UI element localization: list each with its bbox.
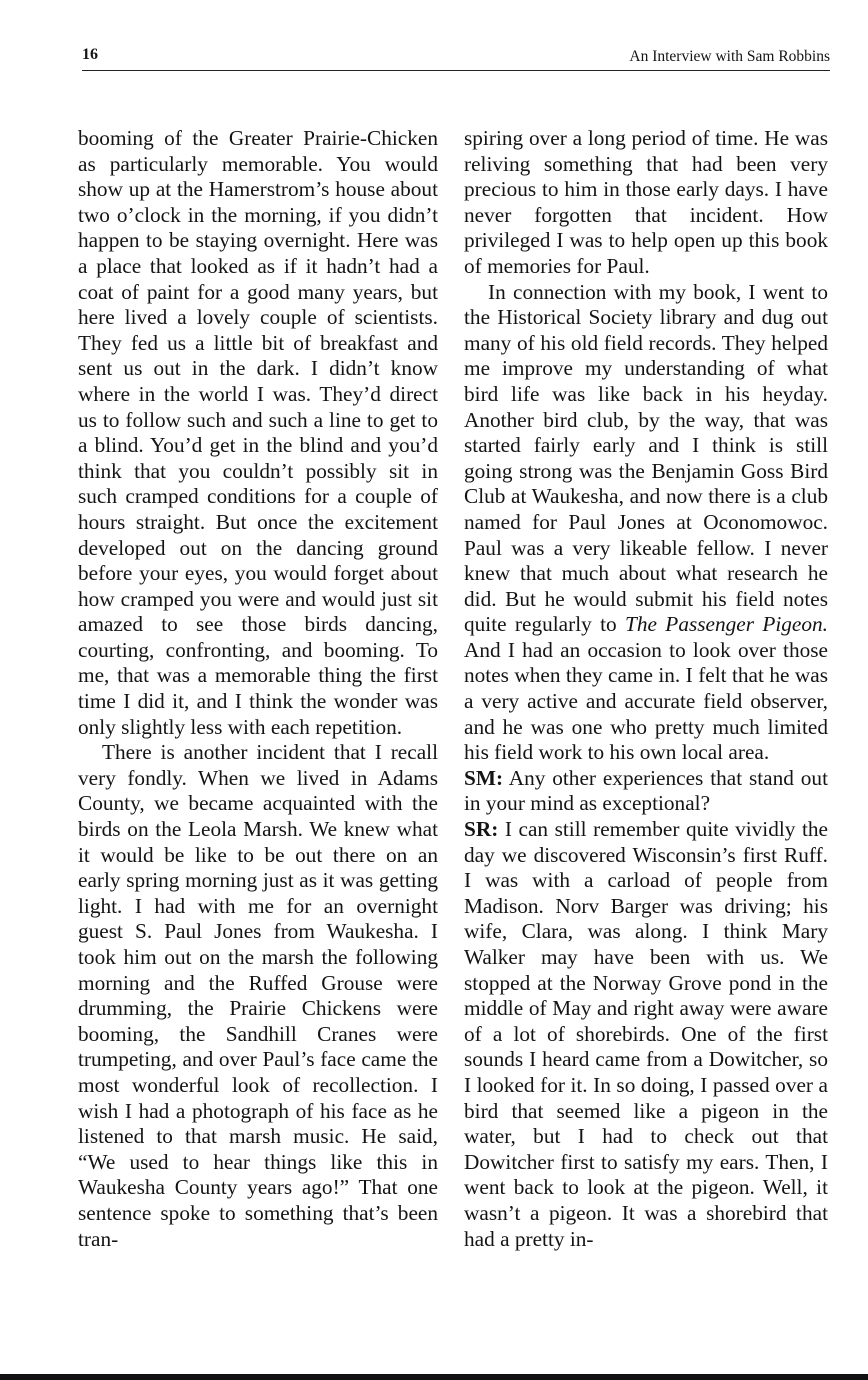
question-text: Any other experiences that stand out in your mind as exceptional?	[464, 765, 828, 816]
left-column	[78, 126, 438, 1252]
paragraph-paul-memories: spiring over a long period of time. He was reliving something that had been very precious to him in those early days. I have never forgotten that incident. How privileged I was to help open up this book of memories for Paul.	[464, 126, 828, 278]
speaker-label-sm: SM:	[464, 765, 504, 790]
page-header	[82, 40, 830, 71]
journal-title: The Passenger Pigeon.	[625, 612, 829, 637]
bottom-edge	[0, 1374, 868, 1380]
page-number: 16	[82, 46, 98, 63]
right-column	[464, 126, 828, 1252]
running-title: An Interview with Sam Robbins	[629, 48, 830, 65]
paragraph-prairie-chicken: booming of the Greater Prairie-Chicken as particularly memorable. You would show up at the Hamerstrom’s house about two o’clock in the morning, if you didn’t happen to be staying overnight. Here was a place that looked as if it hadn’t had a coat of paint for a good many years, but here lived a lovely couple of scientists. They fed us a little bit of breakfast and sent us out in the dark. I didn’t know where in the world I was. They’d direct us to follow such and such a line to get to a blind. You’d get in the blind and you’d think that you couldn’t possibly sit in such cramped conditions for a couple of hours straight. But once the excitement developed out on the dancing ground before your eyes, you would forget about how cramped you were and would just sit amazed to see those birds dancing, courting, confronting, and booming. To me, that was a memorable thing the first time I did it, and I think the wonder was only slightly less with each repetition.	[78, 126, 438, 739]
paragraph-field-records	[464, 280, 828, 766]
field-records-text: In connection with my book, I went to the Historical Society library and dug out many of his old field records. They helped me improve my understanding of what bird life was like back in his heyday. Another bird club, by the way, that was started fairly early and I think is still going strong was the Benjamin Goss Bird Club at Waukesha, and now there is a club named for Paul Jones at Oconomowoc. Paul was a very likeable fellow. I never knew that much about what research he did. But he would submit his field notes quite regularly to	[464, 279, 828, 637]
answer-text: I can still remember quite vividly the day we discovered Wisconsin’s first Ruff. I was with a carload of people from Madison. Norv Barger was driving; his wife, Clara, was along. I think Mary Walker may have been with us. We stopped at the Norway Grove pond in the middle of May and right away were aware of a lot of shorebirds. One of the first sounds I heard came from a Dowitcher, so I looked for it. In so doing, I passed over a bird that seemed like a pigeon in the water, but I had to check out that Dowitcher first to satisfy my ears. Then, I went back to look at the pigeon. Well, it wasn’t a pigeon. It was a shorebird that had a pretty in-	[464, 817, 828, 1251]
paragraph-leola-marsh: There is another incident that I recall very fondly. When we lived in Adams County, we became acquainted with the birds on the Leola Marsh. We knew what it would be like to be out there on an early spring morning just as it was getting light. I had with me for an overnight guest S. Paul Jones from Waukesha. I took him out on the marsh the following morning and the Ruffed Grouse were drumming, the Prairie Chickens were booming, the Sandhill Cranes were trumpeting, and over Paul’s face came the most wonderful look of recollection. I wish I had a photograph of his face as he listened to that marsh music. He said, “We used to hear things like this in Waukesha County years ago!” That one sentence spoke to something that’s been tran-	[78, 740, 438, 1251]
respondent-answer	[464, 817, 828, 1252]
speaker-label-sr: SR:	[464, 817, 499, 842]
field-records-text-end: And I had an occasion to look over those notes when they came in. I felt that he was a very active and accurate field observer, and he was one who pretty much limited his field work to his own local area.	[464, 637, 828, 765]
interviewer-question	[464, 766, 828, 817]
